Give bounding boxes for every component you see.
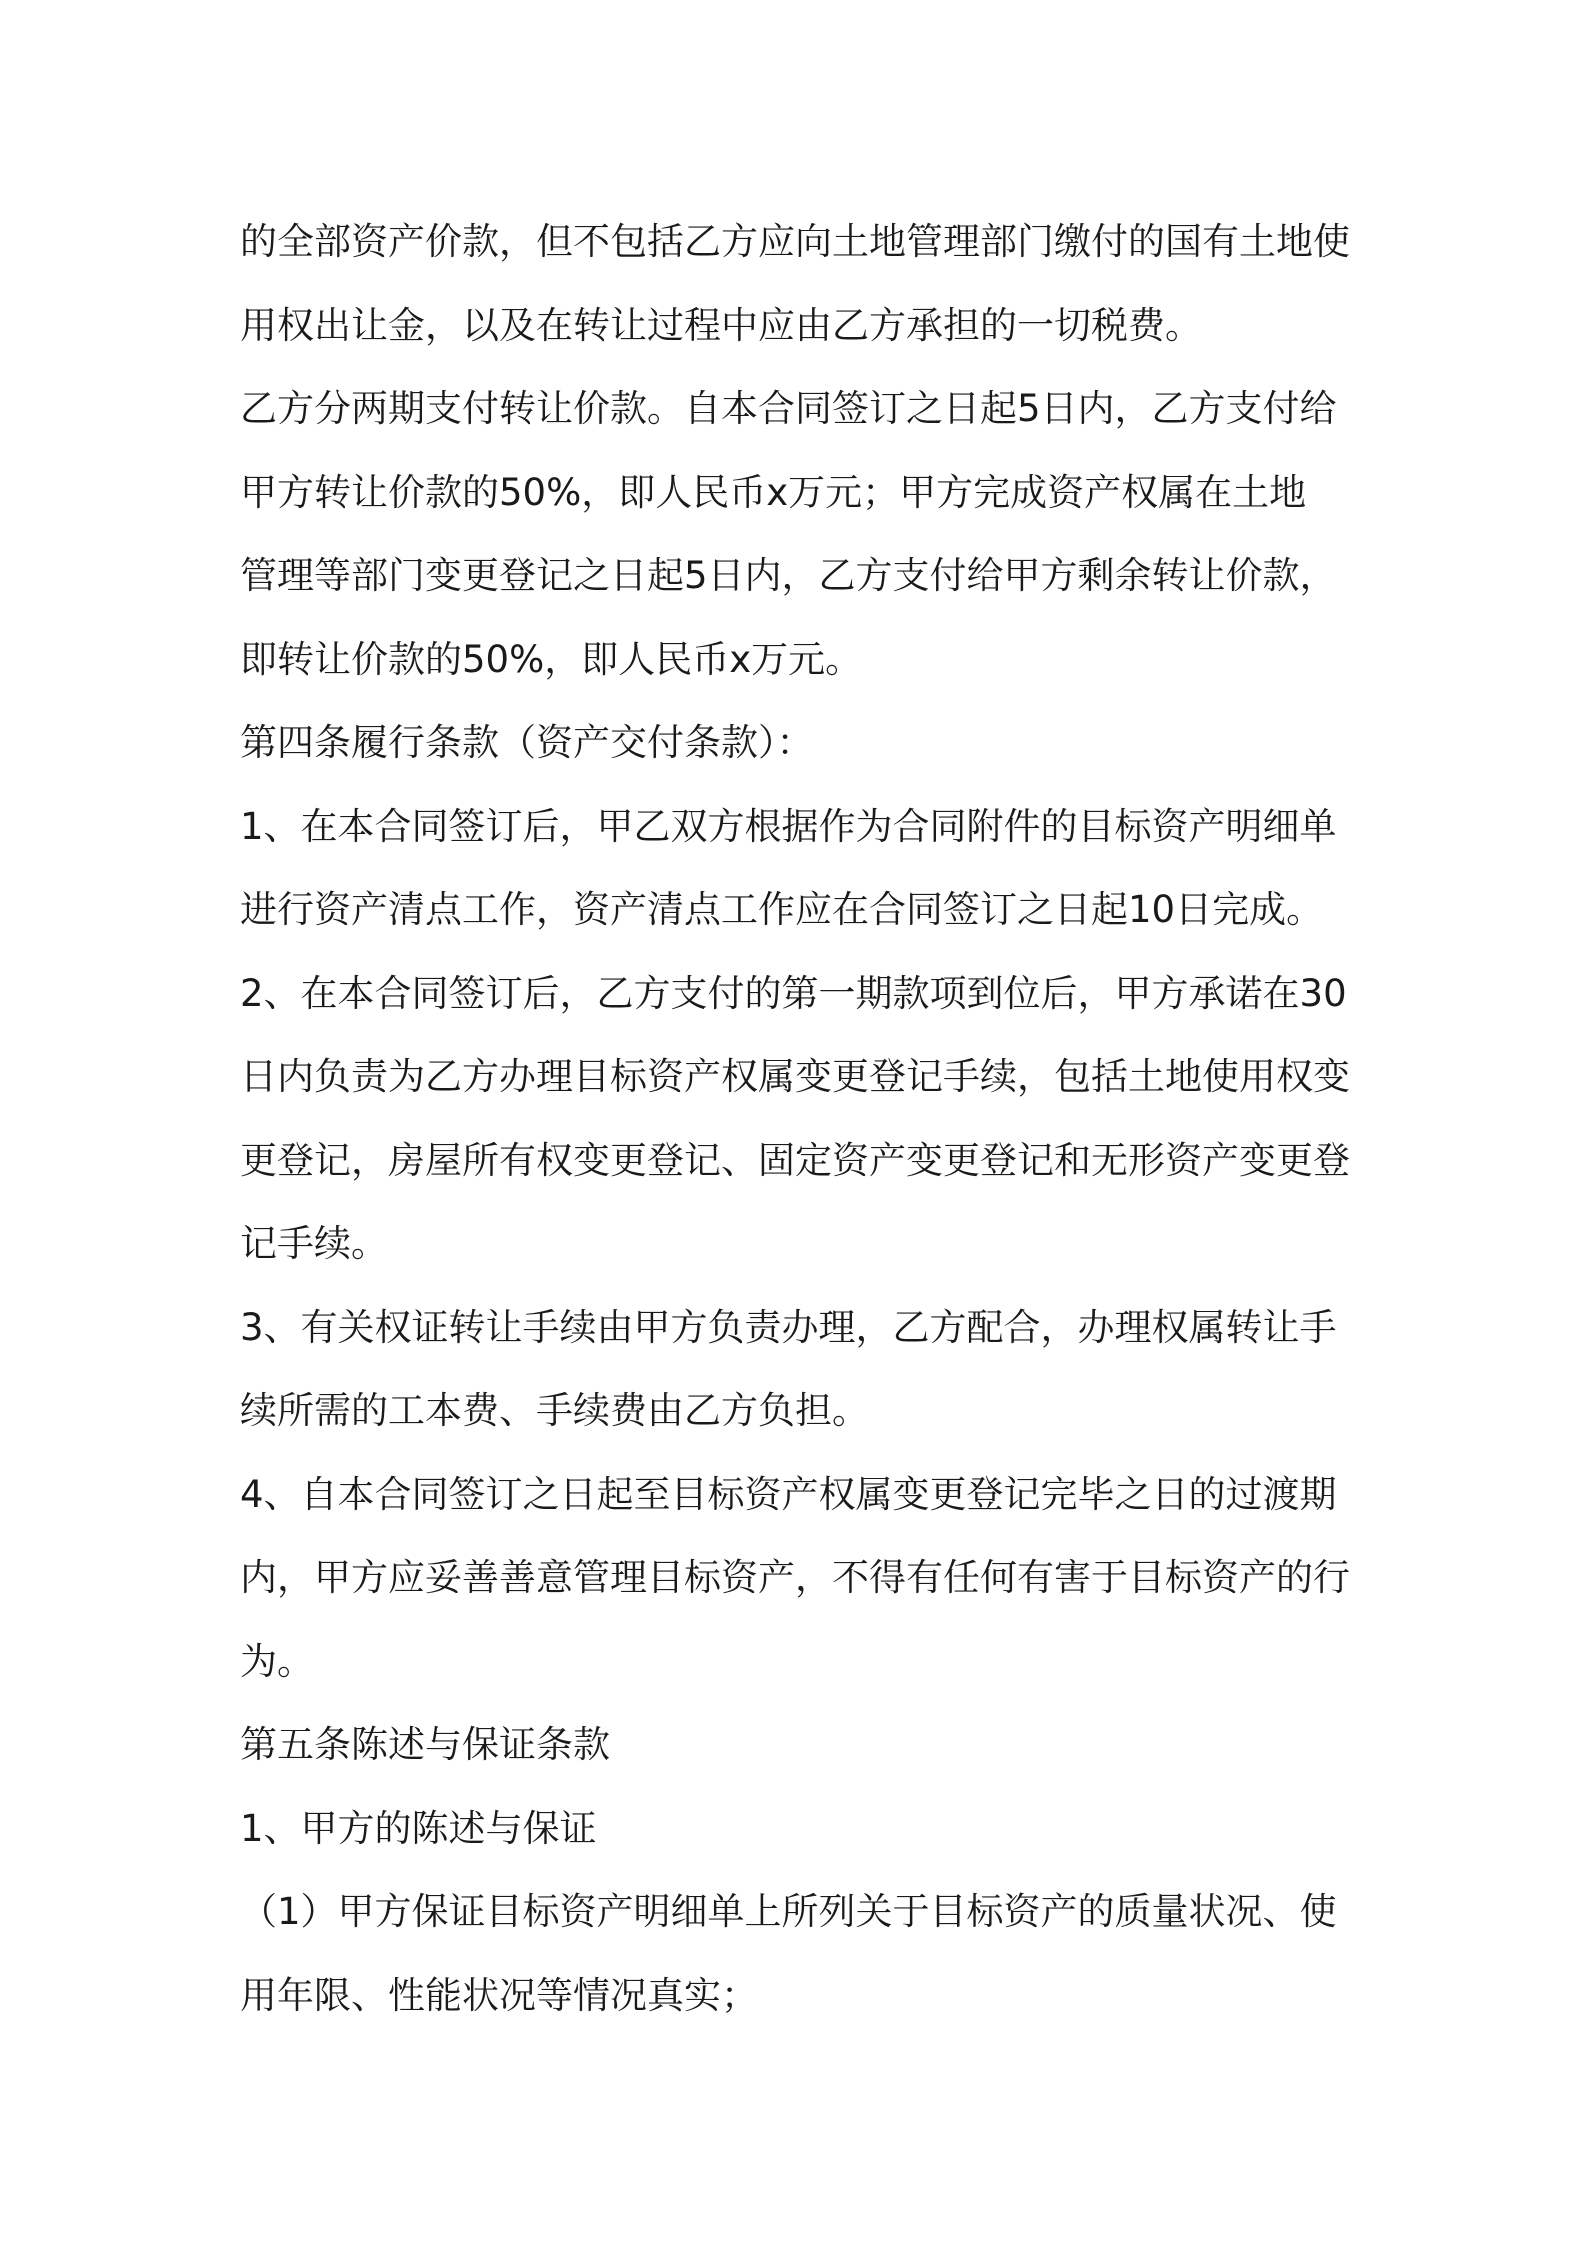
text-line: 进行资产清点工作，资产清点工作应在合同签订之日起10日完成。 bbox=[240, 888, 1324, 931]
text-line: 1、在本合同签订后，甲乙双方根据作为合同附件的目标资产明细单 bbox=[240, 804, 1337, 848]
section-heading: 第五条陈述与保证条款 bbox=[240, 1723, 610, 1766]
text-line: 为。 bbox=[240, 1639, 314, 1683]
text-line: 日内负责为乙方办理目标资产权属变更登记手续，包括土地使用权变 bbox=[240, 1055, 1350, 1098]
text-line: （1）甲方保证目标资产明细单上所列关于目标资产的质量状况、使 bbox=[240, 1890, 1337, 1933]
text-line: 乙方分两期支付转让价款。自本合同签订之日起5日内，乙方支付给 bbox=[240, 387, 1337, 430]
text-line: 续所需的工本费、手续费由乙方负担。 bbox=[240, 1389, 869, 1432]
document-body bbox=[240, 200, 1350, 2037]
text-line: 的全部资产价款，但不包括乙方应向土地管理部门缴付的国有土地使 bbox=[240, 220, 1350, 263]
text-line: 管理等部门变更登记之日起5日内，乙方支付给甲方剩余转让价款， bbox=[240, 554, 1337, 597]
text-line: 内，甲方应妥善善意管理目标资产，不得有任何有害于目标资产的行 bbox=[240, 1556, 1350, 1599]
text-line: 甲方转让价款的50%，即人民币x万元；甲方完成资产权属在土地 bbox=[240, 470, 1307, 514]
section-heading: 第四条履行条款（资产交付条款）： bbox=[240, 721, 814, 764]
text-line: 记手续。 bbox=[240, 1222, 388, 1265]
text-line: 用权出让金，以及在转让过程中应由乙方承担的一切税费。 bbox=[240, 303, 1202, 347]
text-line: 2、在本合同签订后，乙方支付的第一期款项到位后，甲方承诺在30 bbox=[240, 971, 1347, 1015]
text-line: 更登记，房屋所有权变更登记、固定资产变更登记和无形资产变更登 bbox=[240, 1138, 1350, 1182]
text-line: 3、有关权证转让手续由甲方负责办理，乙方配合，办理权属转让手 bbox=[240, 1305, 1337, 1349]
text-line: 4、自本合同签订之日起至目标资产权属变更登记完毕之日的过渡期 bbox=[240, 1472, 1337, 1516]
text-line: 即转让价款的50%，即人民币x万元。 bbox=[240, 637, 863, 681]
text-line: 用年限、性能状况等情况真实； bbox=[240, 1973, 758, 2017]
text-line: 1、甲方的陈述与保证 bbox=[240, 1806, 597, 1850]
